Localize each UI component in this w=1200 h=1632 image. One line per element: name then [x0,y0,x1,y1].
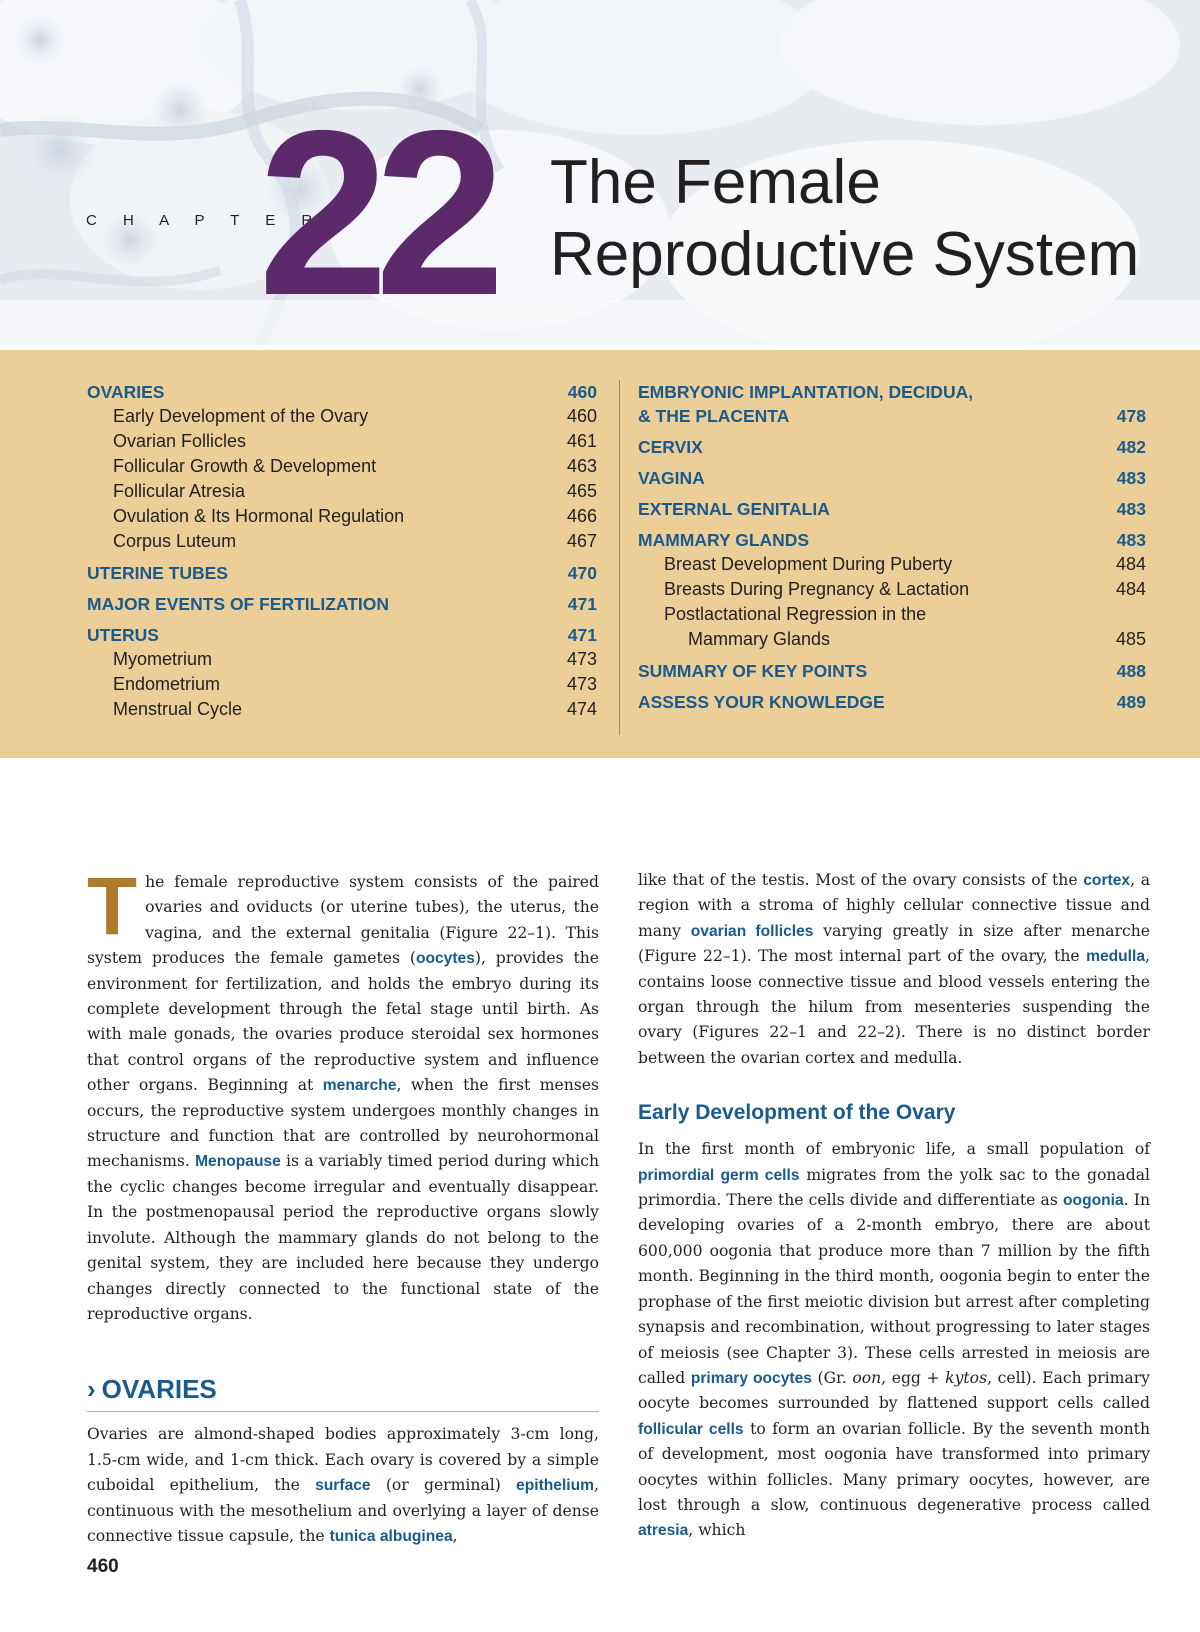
drop-cap: T [87,861,138,952]
toc-entry[interactable] [87,672,597,697]
key-term: tunica albuginea [329,1527,453,1545]
toc-entry-page: 461 [566,431,597,451]
toc-entry-page: 471 [567,594,597,614]
toc-entry-label: OVARIES [87,382,165,402]
key-term: primordial germ cells [638,1166,800,1184]
toc-entry-label: Mammary Glands [688,629,831,649]
toc-entry[interactable] [87,697,597,722]
toc-entry-label: EXTERNAL GENITALIA [638,499,830,519]
toc-entry-label: Early Development of the Ovary [113,406,369,426]
body-text: like that of the testis. Most of the ovary consists of the [638,871,1084,889]
key-term: oocytes [415,950,475,968]
body-text: , which [688,1521,746,1540]
toc-entry-page: 467 [566,531,597,551]
toc-entry[interactable] [87,647,597,672]
contents-left-column [87,380,597,722]
italic-term: kytos [945,1368,988,1387]
italic-term: oon [852,1368,882,1387]
toc-entry[interactable] [87,479,597,504]
toc-entry[interactable] [638,497,1146,521]
toc-entry[interactable] [87,623,597,647]
toc-entry-page: 484 [1115,554,1146,574]
intro-paragraph [87,861,600,1327]
key-term: Menopause [195,1153,281,1171]
toc-entry[interactable] [87,454,597,479]
toc-entry-label: Menstrual Cycle [113,699,243,719]
left-text-column [87,861,600,1549]
body-text: Ovaries are almond-shaped bodies approximately 3-cm long, 1.5-cm wide, and 1-cm thick. Each ovary is covered by a simple cuboidal epithelium, the [87,1425,599,1495]
toc-entry-page: 488 [1116,661,1146,681]
key-term: cortex [1083,872,1131,889]
toc-entry[interactable] [638,552,1146,577]
body-text: migrates from the yolk sac to the gonadal primordia. There the cells divide and differentiate as [638,1165,1150,1210]
toc-entry[interactable] [638,380,1146,404]
toc-entry-label: MAJOR EVENTS OF FERTILIZATION [87,594,390,614]
chapter-title-line-2: Reproductive System [550,220,1140,289]
toc-entry-page: 474 [566,699,597,719]
key-term: ovarian follicles [690,922,814,940]
toc-entry[interactable] [638,659,1146,683]
key-term: menarche [322,1077,397,1095]
chapter-number: 22 [258,81,492,344]
toc-entry[interactable] [87,404,597,429]
cortex-medulla-paragraph [638,868,1150,1071]
toc-entry-page: 460 [567,382,597,402]
toc-entry[interactable] [87,561,597,585]
body-text: , when the first menses occurs, the reproductive system undergoes monthly changes in structure and function that are controlled by neurohormonal mechanisms. [87,1076,599,1171]
toc-entry-label: EMBRYONIC IMPLANTATION, DECIDUA, [638,382,974,402]
toc-entry-page: 473 [566,674,597,694]
key-term: primary oocytes [690,1369,812,1387]
body-text: he female reproductive system consists of the paired ovaries and oviducts (or uterine tubes), the uterus, the vagina, and the external genitalia (Figure 22–1). This system produces the female gametes ( [87,873,599,968]
toc-entry[interactable] [87,529,597,554]
early-development-paragraph [638,1137,1150,1544]
intro-text [87,861,600,1323]
key-term: oogonia [1063,1192,1124,1210]
chapter-title [550,147,1139,291]
chapter-banner [0,0,1200,345]
key-term: atresia [638,1522,689,1540]
toc-entry[interactable] [638,690,1146,714]
toc-entry-label: Endometrium [113,674,221,694]
toc-entry-label: Breast Development During Puberty [664,554,953,574]
toc-entry-label: Postlactational Regression in the [664,604,927,624]
body-text: is a variably timed period during which the cyclic changes become irregular and eventually disappear. In the postmenopausal period the reproductive organs slowly involute. Although the mammary glands do not belong to the genital system, they are included here because they undergo changes directly connected to the functional state of the reproductive organs. [87,1152,599,1323]
contents-divider [619,380,620,735]
body-text: to form an ovarian follicle. By the seventh month of development, most oogonia have transformed into primary oocytes within follicles. Many primary oocytes, however, are lost through a slow, continuous degenerative process called [638,1419,1150,1514]
toc-entry-label: SUMMARY OF KEY POINTS [638,661,868,681]
toc-entry-page: 483 [1116,468,1146,488]
toc-entry-label: ASSESS YOUR KNOWLEDGE [638,692,885,712]
toc-entry[interactable] [87,380,597,404]
toc-entry-page: 482 [1116,437,1146,457]
section-heading-text: OVARIES [101,1374,217,1405]
toc-entry-page: 460 [566,406,597,426]
key-term: surface [315,1477,371,1495]
toc-entry-label: VAGINA [638,468,705,488]
key-term: medulla [1086,948,1146,966]
chapter-title-line-1: The Female [550,148,881,217]
toc-entry-page: 470 [567,563,597,583]
key-term: epithelium [516,1477,595,1495]
toc-entry-page: 489 [1116,692,1146,712]
toc-entry-label: Ovulation & Its Hormonal Regulation [113,506,405,526]
toc-entry-label: Corpus Luteum [113,531,237,551]
toc-entry[interactable] [87,592,597,616]
body-text: , contains loose connective tissue and blood vessels entering the organ through the hilum from mesenteries suspending the ovary (Figures 22–1 and 22–2). There is no distinct border between the ovarian cortex and medulla. [638,947,1150,1067]
right-text-column [638,868,1150,1544]
toc-entry-label: Follicular Atresia [113,481,246,501]
body-text: , continuous with the mesothelium and overlying a layer of dense connective tissue capsule, the [87,1476,599,1545]
toc-entry-label: MAMMARY GLANDS [638,530,810,550]
toc-entry[interactable] [638,528,1146,552]
toc-entry-page: 463 [566,456,597,476]
toc-entry-page: 465 [566,481,597,501]
chapter-contents-box [0,350,1200,758]
toc-entry-label: & THE PLACENTA [638,406,790,426]
contents-right-column [638,380,1146,714]
body-text: varying greatly in size after menarche (Figure 22–1). The most internal part of the ovary, the [638,921,1150,966]
toc-entry-page: 478 [1116,406,1146,426]
toc-entry[interactable] [638,577,1146,602]
body-text: , cell). Each primary oocyte becomes surrounded by flattened support cells called [638,1368,1150,1413]
toc-entry-page: 485 [1115,629,1146,649]
subsection-heading-early-development: Early Development of the Ovary [638,1101,956,1125]
toc-entry-page: 473 [566,649,597,669]
toc-entry-label: CERVIX [638,437,703,457]
toc-entry-label: Breasts During Pregnancy & Lactation [664,579,970,599]
toc-entry-page: 484 [1115,579,1146,599]
toc-entry[interactable] [638,466,1146,490]
toc-entry[interactable] [87,504,597,529]
body-text: , a region with a stroma of highly cellular connective tissue and many [638,871,1150,940]
body-text: . In developing ovaries of a 2-month embryo, there are about 600,000 oogonia that produce more than 7 million by the fifth month. Beginning in the third month, oogonia begin to enter the prophase of the first meiotic division but arrest after completing synapsis and recombination, without progressing to later stages of meiosis (see Chapter 3). These cells arrested in meiosis are called [638,1191,1150,1387]
body-text: In the first month of embryonic life, a small population of [638,1140,1150,1159]
body-text: , [452,1526,458,1545]
toc-entry-label: UTERUS [87,625,159,645]
toc-entry[interactable] [87,429,597,454]
toc-entry-page: 483 [1116,530,1146,550]
section-heading-ovaries [87,1373,599,1412]
body-text: , egg + [881,1368,946,1387]
body-text: (or germinal) [370,1476,517,1495]
key-term: follicular cells [638,1420,744,1438]
toc-entry[interactable] [638,602,1146,627]
toc-entry-label: Follicular Growth & Development [113,456,377,476]
toc-entry-label: UTERINE TUBES [87,563,228,583]
toc-entry[interactable] [638,435,1146,459]
body-text: (Gr. [811,1368,853,1387]
toc-entry-page: 471 [567,625,597,645]
toc-entry-label: Myometrium [113,649,213,669]
toc-entry-label: Ovarian Follicles [113,431,247,451]
page-number: 460 [87,1556,119,1577]
chapter-label: C H A P T E R [86,212,324,229]
toc-entry-page: 466 [566,506,597,526]
toc-entry-page: 483 [1116,499,1146,519]
chevron-right-icon: › [87,1374,96,1405]
toc-entry[interactable] [638,404,1146,428]
body-text: ), provides the environment for fertilization, and holds the embryo during its complete development through the fetal stage until birth. As with male gonads, the ovaries produce steroidal sex hormones that control organs of the reproductive system and influence other organs. Beginning at [87,949,600,1095]
toc-entry[interactable] [638,627,1146,652]
ovaries-paragraph [87,1422,599,1549]
